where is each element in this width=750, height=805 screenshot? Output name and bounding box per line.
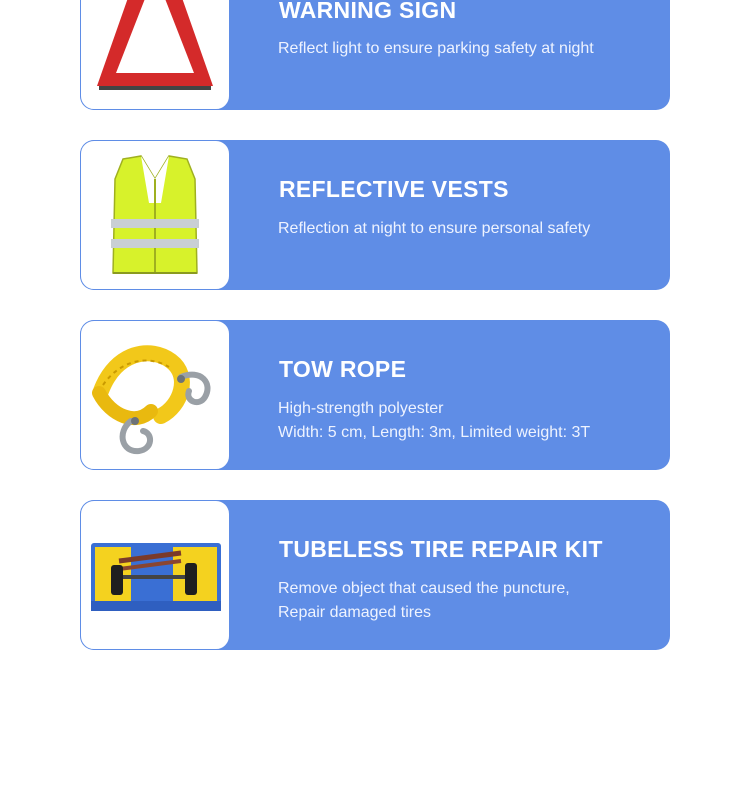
tire-repair-kit-image [81,501,229,649]
description-line: Reflect light to ensure parking safety at night [278,40,594,57]
product-title: TOW ROPE [279,356,407,382]
product-thumbnail [80,0,230,110]
product-thumbnail [80,500,230,650]
product-thumbnail [80,320,230,470]
product-card-tire-repair-kit [80,500,670,650]
product-card-tow-rope [80,320,670,470]
product-card-warning-sign [80,0,670,110]
product-card-reflective-vests [80,140,670,290]
product-title: TUBELESS TIRE REPAIR KIT [279,536,603,562]
product-description [278,217,590,241]
warning-triangle-image [81,0,229,109]
product-title: WARNING SIGN [279,0,457,23]
description-line: Remove object that caused the puncture, [278,580,570,597]
tow-rope-image [81,321,229,469]
product-description [278,397,590,445]
product-title: REFLECTIVE VESTS [279,176,509,202]
description-line: Reflection at night to ensure personal safety [278,220,591,237]
product-description [278,577,570,625]
description-line: Repair damaged tires [278,604,431,621]
product-description [278,37,594,61]
description-line: Width: 5 cm, Length: 3m, Limited weight: 3T [278,424,591,441]
reflective-vest-image [81,141,229,289]
description-line: High-strength polyester [278,400,444,417]
product-thumbnail [80,140,230,290]
